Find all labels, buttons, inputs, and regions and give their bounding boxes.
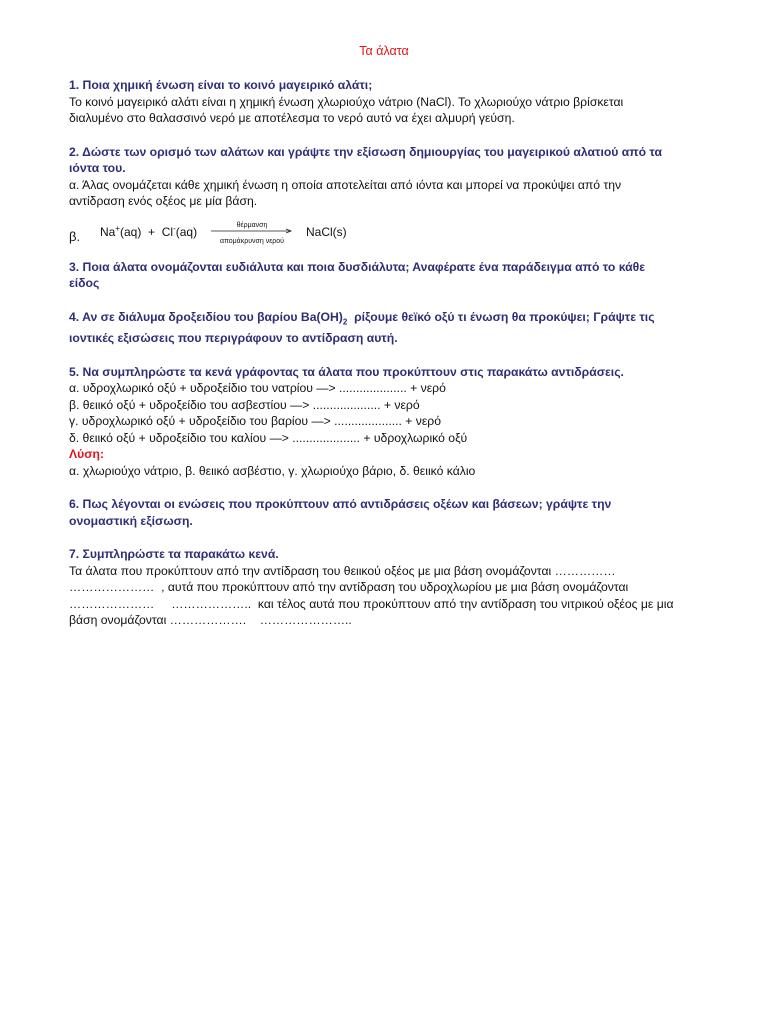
question-7-line-4: βάση ονομάζονται ………………. …………………..: [69, 613, 352, 628]
question-2-line-2: ιόντα του.: [69, 161, 126, 175]
question-6-line-2: ονομαστική εξίσωση.: [69, 513, 193, 528]
sodium-state: (aq): [120, 224, 142, 239]
question-4-subscript: 2: [342, 316, 348, 326]
reaction-label: β.: [69, 228, 81, 244]
question-2-line-1: 2. Δώστε των ορισμό των αλάτων και γράψτε την εξίσωση δημιουργίας του μαγειρικού αλατιού από τα: [69, 144, 662, 159]
document-title: Τα άλατα: [359, 44, 409, 58]
question-1: 1. Ποια χημική ένωση είναι το κοινό μαγειρικό αλάτι;: [69, 78, 373, 92]
answer-1-line-1: Το κοινό μαγειρικό αλάτι είναι η χημική ένωση χλωριούχο νάτριο (NaCl). Το χλωριούχο νάτριο βρίσκεται: [69, 94, 624, 109]
question-5-item-c: γ. υδροχλωρικό οξύ + υδροξείδιο του βαρίου —> .................... + νερό: [69, 414, 442, 429]
chloride-state: (aq): [175, 224, 198, 239]
chloride-symbol: Cl: [161, 224, 174, 239]
question-5: 5. Να συμπληρώστε τα κενά γράφοντας τα άλατα που προκύπτουν στις παρακάτω αντιδράσεις.: [69, 364, 624, 379]
reaction-product: NaCl(s): [306, 224, 347, 239]
plus-sign: +: [148, 224, 156, 239]
question-7-line-3: ………………… ……………….. και τέλος αυτά που προκύπτουν από την αντίδραση του νιτρικού οξέος με μια: [69, 596, 674, 611]
question-6-line-1: 6. Πως λέγονται οι ενώσεις που προκύπτουν από αντιδράσεις οξέων και βάσεων; γράψτε την: [69, 497, 612, 512]
question-4-line-2: ιοντικές εξισώσεις που περιγράφουν το αντίδραση αυτή.: [69, 331, 398, 346]
question-5-item-a: α. υδροχλωρικό οξύ + υδροξείδιο του νατρίου —> .................... + νερό: [69, 381, 446, 396]
answer-2a-line-1: α. Άλας ονομάζεται κάθε χημική ένωση η οποία αποτελείται από ιόντα και μπορεί να προκύψει από την: [69, 177, 622, 192]
sodium-charge: +: [115, 223, 121, 233]
question-5-item-b: β. θειικό οξύ + υδροξείδιο του ασβεστίου —> .................... + νερό: [69, 397, 420, 412]
question-5-item-d: δ. θειικό οξύ + υδροξείδιο του καλίου —> .................... + υδροχλωρικό οξύ: [69, 430, 468, 445]
answer-2a-line-2: αντίδραση ενός οξέος με μία βάση.: [69, 194, 258, 208]
question-4-text-b: ρίξουμε θεϊκό οξύ τι ένωση θα προκύψει; Γράψτε τις: [347, 309, 655, 324]
sodium-symbol: Na: [100, 224, 116, 239]
answer-1-line-2: διαλυμένο στο θαλασσινό νερό με αποτέλεσμα το νερό αυτό να έχει αλμυρή γεύση.: [69, 111, 515, 125]
question-3-line-1: 3. Ποια άλατα ονομάζονται ευδιάλυτα και ποια δυσδιάλυτα; Αναφέρατε ένα παράδειγμα από το κάθε: [69, 259, 645, 274]
solution-label: Λύση:: [69, 447, 105, 462]
question-7-line-2: ………………… , αυτά που προκύπτουν από την αντίδραση του υδροχλωρίου με μια βάση ονομάζονται: [69, 580, 629, 595]
reaction-equation: [69, 219, 697, 259]
chloride-charge: -: [173, 223, 176, 233]
document-body: [69, 77, 697, 629]
question-4-text-a: 4. Αν σε διάλυμα δροξειδίου του βαρίου Ba(OH): [69, 309, 343, 324]
question-4-line-1: [69, 309, 697, 331]
question-7: 7. Συμπληρώστε τα παρακάτω κενά.: [69, 547, 279, 562]
question-7-line-1: Τα άλατα που προκύπτουν από την αντίδραση του θειικού οξέος με μια βάση ονομάζονται ……………: [69, 563, 616, 578]
question-3-line-2: είδος: [69, 276, 100, 290]
arrow-condition-top: θέρμανση: [236, 221, 268, 229]
reaction-arrow: [211, 219, 293, 245]
reaction-reactants: [100, 224, 197, 241]
arrow-condition-bottom: απομάκρυνση νερού: [219, 237, 285, 245]
solution-text: α. χλωριούχο νάτριο, β. θειικό ασβέστιο, γ. χλωριούχο βάριο, δ. θειικό κάλιο: [69, 463, 476, 478]
